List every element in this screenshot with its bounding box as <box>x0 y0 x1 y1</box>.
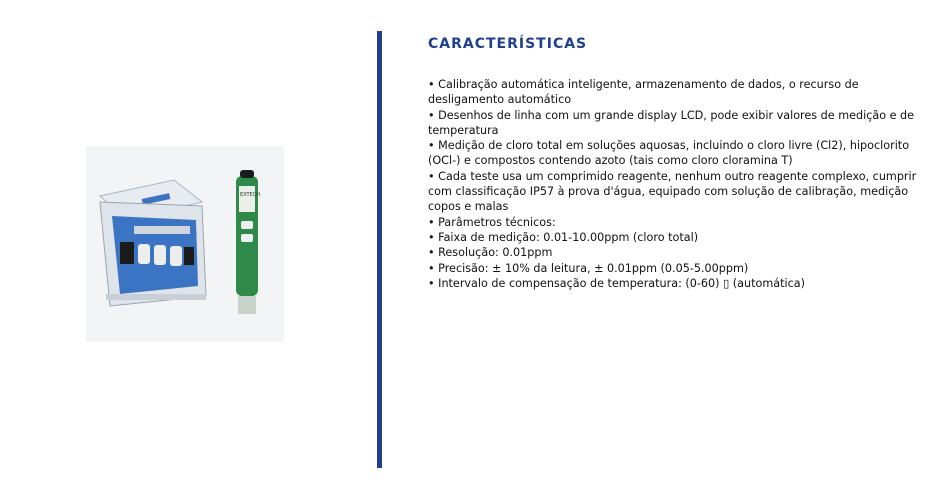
product-image <box>86 146 284 342</box>
feature-item: • Resolução: 0.01ppm <box>428 245 920 260</box>
bottle-icon <box>184 247 194 265</box>
feature-item: • Precisão: ± 10% da leitura, ± 0.01ppm (0.05-5.00ppm) <box>428 261 920 276</box>
device-label: EXTECH <box>240 192 260 198</box>
feature-item: • Intervalo de compensação de temperatura: (0-60) ▯ (automática) <box>428 276 920 291</box>
cup-icon <box>170 246 182 266</box>
ph-meter-kit-illustration <box>86 146 284 342</box>
meter-pen-icon <box>236 170 260 314</box>
feature-item: • Medição de cloro total em soluções aquosas, incluindo o cloro livre (Cl2), hipoclorito (OCl-) e compostos contendo azoto (tais como cloro cloramina T) <box>428 138 920 169</box>
feature-item: • Calibração automática inteligente, armazenamento de dados, o recurso de desligamento automático <box>428 77 920 108</box>
tablet-strip-icon <box>134 226 190 234</box>
features-list <box>428 77 920 291</box>
feature-item: • Parâmetros técnicos: <box>428 215 920 230</box>
feature-item: • Desenhos de linha com um grande display LCD, pode exibir valores de medição e de temperatura <box>428 108 920 139</box>
cup-icon <box>138 244 150 264</box>
section-divider <box>377 31 382 468</box>
section-title: CARACTERÍSTICAS <box>428 36 588 52</box>
feature-item: • Cada teste usa um comprimido reagente, nenhum outro reagente complexo, cumprir com classificação IP57 à prova d'água, equipado com solução de calibração, medição copos e malas <box>428 169 920 215</box>
case-base-icon <box>100 202 206 306</box>
bottle-icon <box>120 242 134 264</box>
feature-item: • Faixa de medição: 0.01-10.00ppm (cloro total) <box>428 230 920 245</box>
features-section <box>428 34 920 291</box>
cup-icon <box>154 245 166 265</box>
